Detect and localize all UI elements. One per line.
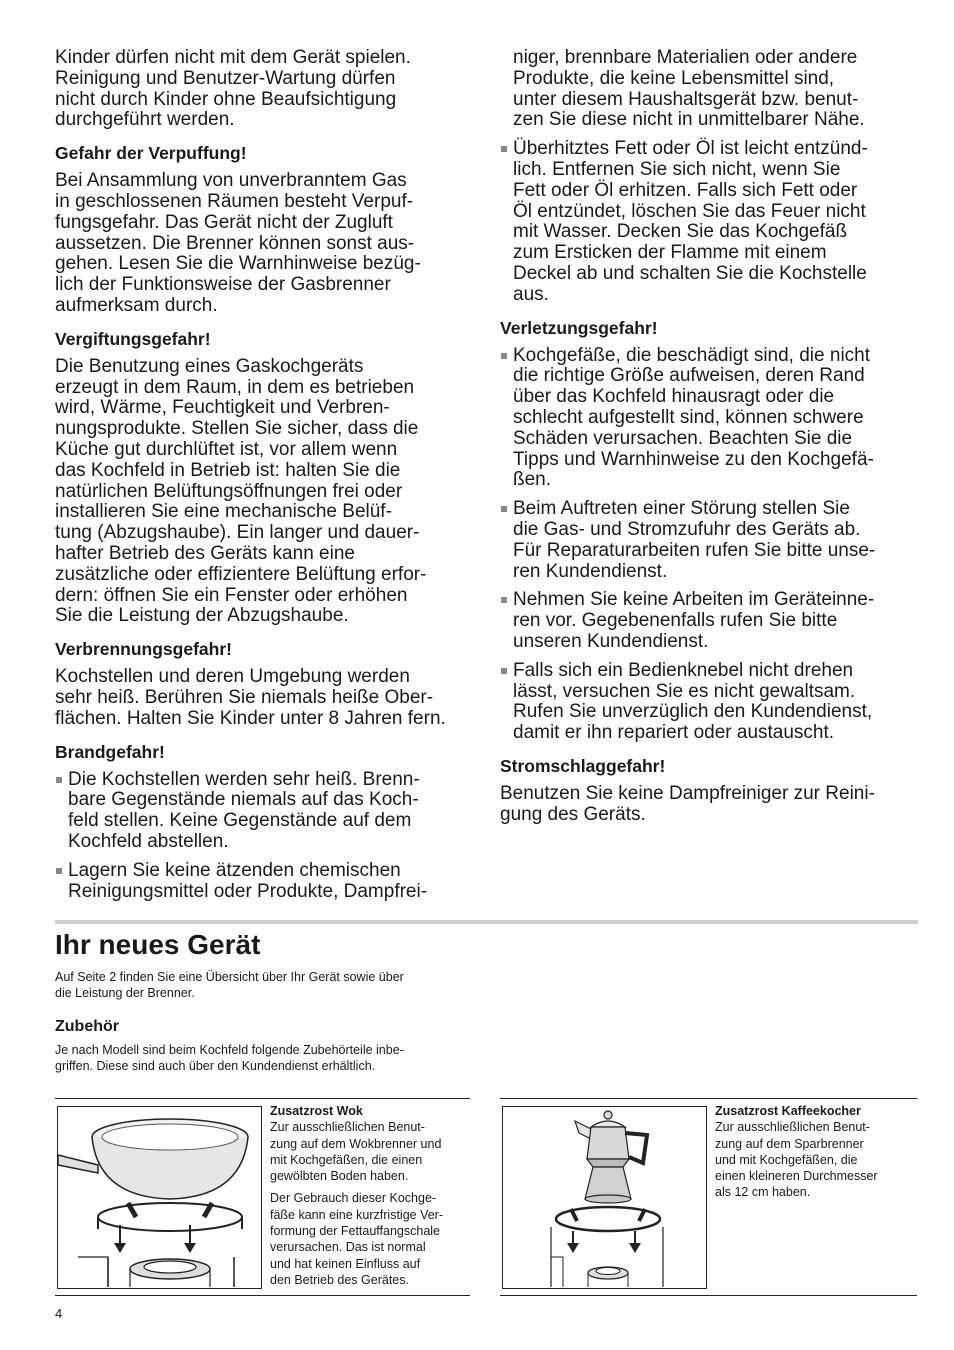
- text-line: gehen. Lesen Sie die Warnhinweise bezüg-: [55, 253, 421, 275]
- text-line: Für Reparaturarbeiten rufen Sie bitte unse-: [513, 539, 876, 561]
- accessories-heading: Zubehör: [55, 1018, 119, 1035]
- coffee-ring-illustration: [502, 1106, 707, 1289]
- page-number: 4: [55, 1306, 63, 1321]
- text-line: installieren Sie eine mechanische Belüf-: [55, 501, 392, 523]
- text-line: zusätzliche oder effizientere Belüftung erfor-: [55, 563, 427, 585]
- list-item: [500, 499, 920, 582]
- text-line: Fett oder Öl erhitzen. Falls sich Fett oder: [513, 179, 858, 201]
- text-line: erzeugt in dem Raum, in dem es betrieben: [55, 376, 415, 398]
- text-line: Benutzen Sie keine Dampfreiniger zur Reini-: [500, 782, 875, 804]
- text-line: das Kochfeld in Betrieb ist: halten Sie die: [55, 459, 401, 481]
- bullet-square-icon: [501, 668, 507, 674]
- poisoning-hazard-heading: Vergiftungsgefahr!: [55, 328, 211, 349]
- text-line: zung auf dem Wokbrenner und: [270, 1136, 442, 1151]
- bullet-square-icon: [501, 597, 507, 603]
- text-line: Der Gebrauch dieser Kochge-: [270, 1191, 437, 1206]
- section-intro: [55, 970, 475, 1001]
- text-line: Sie die Leistung der Abzugshaube.: [55, 605, 349, 627]
- bullet-square-icon: [56, 868, 62, 874]
- text-line: natürlichen Belüftungsöffnungen frei oder: [55, 480, 403, 502]
- wok-on-burner-icon: [58, 1107, 261, 1288]
- text-line: ren vor. Gegebenenfalls rufen Sie bitte: [513, 610, 838, 632]
- explosion-hazard-heading: Gefahr der Verpuffung!: [55, 143, 247, 164]
- list-item-text: [513, 499, 920, 582]
- text-line: Kochgefäße, die beschädigt sind, die nicht: [513, 344, 871, 366]
- text-line: aufmerksam durch.: [55, 294, 218, 316]
- list-item: [55, 770, 475, 853]
- text-line: Reinigung und Benutzer-Wartung dürfen: [55, 67, 396, 89]
- text-line: Falls sich ein Bedienknebel nicht drehen: [513, 659, 854, 681]
- text-line: Beim Auftreten einer Störung stellen Sie: [513, 498, 850, 520]
- list-item: [500, 346, 920, 492]
- text-line: zung auf dem Sparbrenner: [715, 1136, 864, 1151]
- bullet-square-icon: [501, 353, 507, 359]
- accessory-card-coffee: [500, 1098, 917, 1296]
- text-line: bare Gegenstände niemals auf das Koch-: [68, 789, 419, 811]
- text-line: gung des Geräts.: [500, 803, 646, 825]
- text-line: über das Kochfeld hinausragt oder die: [513, 386, 835, 408]
- explosion-hazard-text: [55, 171, 475, 317]
- list-item: [500, 139, 920, 305]
- text-line: Auf Seite 2 finden Sie eine Übersicht über Ihr Gerät sowie über: [55, 970, 404, 984]
- burn-hazard-text: [55, 667, 475, 729]
- text-line: Bei Ansammlung von unverbranntem Gas: [55, 170, 407, 192]
- list-item-text: [513, 346, 920, 492]
- text-line: fungsgefahr. Das Gerät nicht der Zugluft: [55, 211, 393, 233]
- text-line: Rufen Sie unverzüglich den Kundendienst,: [513, 701, 873, 723]
- text-line: lich der Funktionsweise der Gasbrenner: [55, 274, 391, 296]
- list-item-text: [513, 590, 920, 652]
- electric-shock-text: [500, 784, 920, 826]
- text-line: und hat keinen Einfluss auf: [270, 1256, 421, 1271]
- text-line: flächen. Halten Sie Kinder unter 8 Jahren fern.: [55, 707, 446, 729]
- text-line: feld stellen. Keine Gegenstände auf dem: [68, 810, 412, 832]
- injury-hazard-heading: Verletzungsgefahr!: [500, 317, 658, 338]
- text-line: dern: öffnen Sie ein Fenster oder erhöhen: [55, 584, 408, 606]
- text-line: Öl entzündet, löschen Sie das Feuer nicht: [513, 200, 866, 222]
- text-line: Lagern Sie keine ätzenden chemischen: [68, 859, 401, 881]
- text-line: Zur ausschließlichen Benut-: [270, 1120, 425, 1135]
- text-line: mit Wasser. Decken Sie das Kochgefäß: [513, 221, 848, 243]
- list-item-text: [513, 48, 920, 131]
- list-item-text: [68, 861, 475, 903]
- list-item-text: [513, 661, 920, 744]
- text-line: den Betrieb des Gerätes.: [270, 1272, 409, 1287]
- text-line: als 12 cm haben.: [715, 1185, 811, 1200]
- text-line: Die Kochstellen werden sehr heiß. Brenn-: [68, 768, 420, 790]
- text-line: tung (Abzugshaube). Ein langer und dauer-: [55, 522, 420, 544]
- text-line: fäße kann eine kurzfristige Ver-: [270, 1207, 443, 1222]
- text-line: Deckel ab und schalten Sie die Kochstelle: [513, 262, 867, 284]
- bullet-square-icon: [56, 777, 62, 783]
- electric-shock-heading: Stromschlaggefahr!: [500, 755, 666, 776]
- text-line: unter diesem Haushaltsgerät bzw. benut-: [513, 88, 859, 110]
- text-line: Überhitztes Fett oder Öl ist leicht entzünd-: [513, 138, 868, 160]
- text-line: schlecht aufgestellt sind, können schwere: [513, 406, 864, 428]
- coffee-usage-text: [715, 1119, 917, 1200]
- section-divider: [55, 920, 918, 924]
- text-line: nungsprodukte. Stellen Sie sicher, dass die: [55, 418, 419, 440]
- list-item-text: [513, 139, 920, 305]
- text-line: die Leistung der Brenner.: [55, 985, 195, 1000]
- text-line: Kochfeld abstellen.: [68, 830, 229, 852]
- text-line: lässt, versuchen Sie es nicht gewaltsam.: [513, 680, 856, 702]
- text-line: verursachen. Das ist normal: [270, 1240, 426, 1255]
- text-line: ßen.: [513, 469, 552, 491]
- text-line: und mit Kochgefäßen, die: [715, 1152, 858, 1167]
- bullet-square-icon: [501, 506, 507, 512]
- text-line: mit Kochgefäßen, die einen: [270, 1152, 423, 1167]
- coffee-description: [715, 1103, 917, 1201]
- list-item: [55, 861, 475, 903]
- accessory-card-wok: [55, 1098, 470, 1296]
- text-line: unseren Kundendienst.: [513, 630, 709, 652]
- wok-title: Zusatzrost Wok: [270, 1104, 363, 1118]
- wok-note-text: [270, 1190, 472, 1288]
- text-line: durchgeführt werden.: [55, 109, 235, 131]
- text-line: hafter Betrieb des Geräts kann eine: [55, 542, 355, 564]
- coffee-title: Zusatzrost Kaffeekocher: [715, 1104, 861, 1118]
- list-item-text: [68, 770, 475, 853]
- text-line: damit er ihn repariert oder austauscht.: [513, 722, 835, 744]
- text-line: Kochstellen und deren Umgebung werden: [55, 666, 410, 688]
- text-line: griffen. Diese sind auch über den Kundendienst erhältlich.: [55, 1058, 376, 1073]
- text-line: in geschlossenen Räumen besteht Verpuf-: [55, 190, 414, 212]
- text-line: Je nach Modell sind beim Kochfeld folgende Zubehörteile inbe-: [55, 1043, 404, 1057]
- text-line: die richtige Größe aufweisen, deren Rand: [513, 365, 865, 387]
- fire-hazard-heading: Brandgefahr!: [55, 741, 165, 762]
- right-column: [500, 48, 920, 826]
- burn-hazard-heading: Verbrennungsgefahr!: [55, 639, 232, 660]
- list-item: [500, 661, 920, 744]
- list-item: [500, 590, 920, 652]
- coffee-maker-on-burner-icon: [503, 1107, 706, 1288]
- text-line: wird, Wärme, Feuchtigkeit und Verbren-: [55, 397, 390, 419]
- left-column: [55, 48, 475, 902]
- text-line: Zur ausschließlichen Benut-: [715, 1120, 870, 1135]
- accessories-intro: [55, 1043, 480, 1074]
- section-title: Ihr neues Gerät: [55, 929, 261, 960]
- bullet-square-icon: [501, 146, 507, 152]
- text-line: Tipps und Warnhinweise zu den Kochgefä-: [513, 448, 874, 470]
- text-line: lich. Entfernen Sie sich nicht, wenn Sie: [513, 158, 841, 180]
- wok-ring-illustration: [57, 1106, 262, 1289]
- wok-description: [270, 1103, 472, 1288]
- children-warning-text: [55, 48, 475, 131]
- text-line: Küche gut durchlüftet ist, vor allem wenn: [55, 438, 398, 460]
- text-line: sehr heiß. Berühren Sie niemals heiße Ober-: [55, 686, 434, 708]
- poisoning-hazard-text: [55, 357, 475, 627]
- wok-usage-text: [270, 1119, 472, 1184]
- text-line: Reinigungsmittel oder Produkte, Dampfrei-: [68, 880, 428, 902]
- text-line: gewölbten Boden haben.: [270, 1169, 409, 1184]
- text-line: ren Kundendienst.: [513, 560, 668, 582]
- text-line: nicht durch Kinder ohne Beaufsichtigung: [55, 88, 397, 110]
- text-line: zum Ersticken der Flamme mit einem: [513, 242, 827, 264]
- text-line: zen Sie diese nicht in unmittelbarer Nähe.: [513, 109, 865, 131]
- text-line: formung der Fettauffangschale: [270, 1224, 441, 1239]
- text-line: die Gas- und Stromzufuhr des Geräts ab.: [513, 518, 861, 540]
- text-line: Die Benutzung eines Gaskochgeräts: [55, 355, 364, 377]
- text-line: Nehmen Sie keine Arbeiten im Geräteinne-: [513, 589, 875, 611]
- text-line: aussetzen. Die Brenner können sonst aus-: [55, 232, 415, 254]
- text-line: Produkte, die keine Lebensmittel sind,: [513, 67, 835, 89]
- text-line: niger, brennbare Materialien oder andere: [513, 47, 858, 68]
- text-line: aus.: [513, 283, 549, 305]
- text-line: Schäden verursachen. Beachten Sie die: [513, 427, 853, 449]
- text-line: Kinder dürfen nicht mit dem Gerät spielen.: [55, 47, 411, 68]
- list-item-continued: [500, 48, 920, 131]
- text-line: einen kleineren Durchmesser: [715, 1169, 878, 1184]
